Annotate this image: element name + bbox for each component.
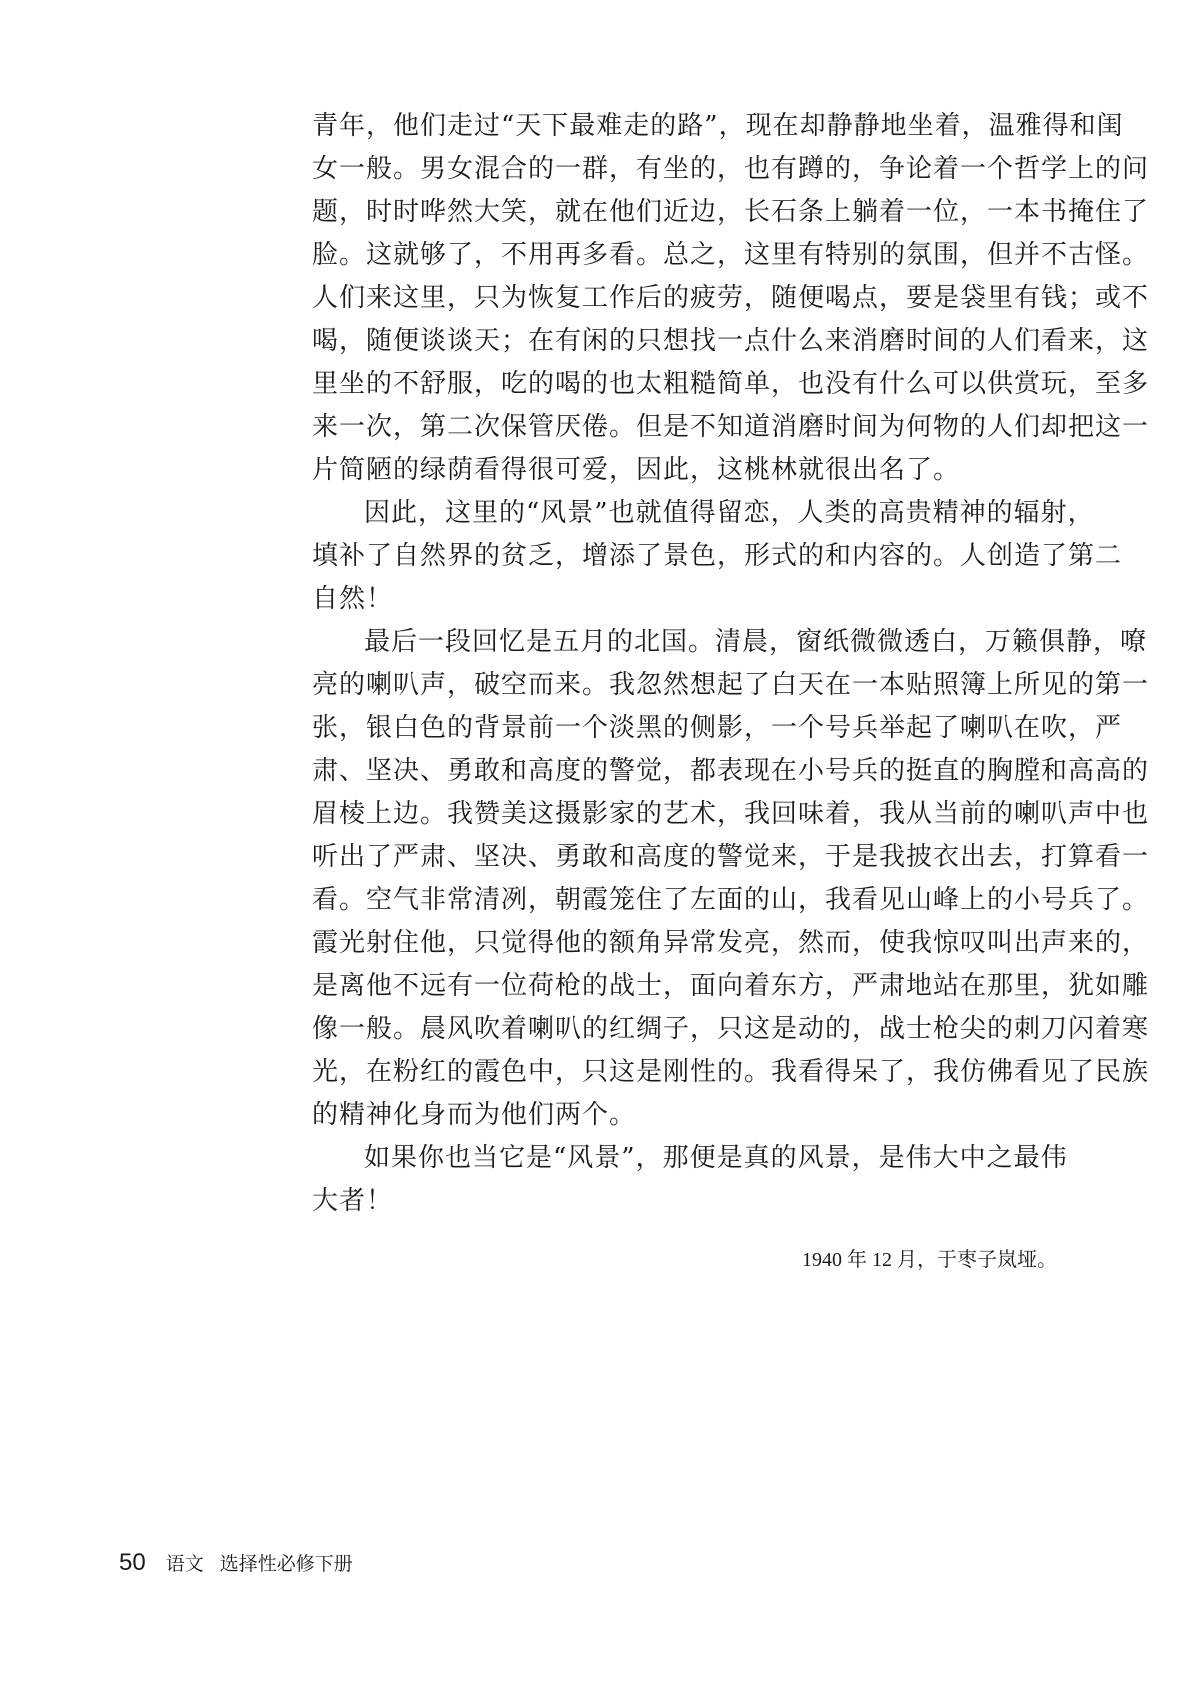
text-line: 女一般。男女混合的一群，有坐的，也有蹲的，争论着一个哲学上的问 bbox=[312, 154, 1150, 184]
page-footer bbox=[119, 1548, 353, 1579]
text-line: 青年，他们走过“天下最难走的路”，现在却静静地坐着，温雅得和闺 bbox=[312, 111, 1124, 141]
paragraph-2 bbox=[312, 492, 1123, 621]
text-line: 自然！ bbox=[312, 584, 394, 614]
text-line: 来一次，第二次保管厌倦。但是不知道消磨时间为何物的人们却把这一 bbox=[312, 412, 1150, 442]
page-number: 50 bbox=[119, 1549, 146, 1576]
text-line: 如果你也当它是“风景”，那便是真的风景，是伟大中之最伟 bbox=[364, 1143, 1068, 1173]
book-volume: 选择性必修下册 bbox=[219, 1553, 353, 1575]
text-line: 霞光射住他，只觉得他的额角异常发亮，然而，使我惊叹叫出声来的， bbox=[312, 928, 1150, 958]
text-line: 脸。这就够了，不用再多看。总之，这里有特别的氛围，但并不古怪。 bbox=[312, 240, 1150, 270]
body-text bbox=[312, 105, 1150, 1223]
text-line: 听出了严肃、坚决、勇敢和高度的警觉来，于是我披衣出去，打算看一 bbox=[312, 842, 1150, 872]
paragraph-1 bbox=[312, 105, 1150, 492]
text-line: 喝，随便谈谈天；在有闲的只想找一点什么来消磨时间的人们看来，这 bbox=[312, 326, 1150, 356]
text-line: 人们来这里，只为恢复工作后的疲劳，随便喝点，要是袋里有钱；或不 bbox=[312, 283, 1150, 313]
text-line: 大者！ bbox=[312, 1186, 394, 1216]
date-signature: 1940 年 12 月，于枣子岚垭。 bbox=[802, 1249, 1057, 1271]
text-line: 题，时时哗然大笑，就在他们近边，长石条上躺着一位，一本书掩住了 bbox=[312, 197, 1150, 227]
text-line: 亮的喇叭声，破空而来。我忽然想起了白天在一本贴照簿上所见的第一 bbox=[312, 670, 1150, 700]
paragraph-4 bbox=[312, 1137, 1068, 1223]
text-line: 最后一段回忆是五月的北国。清晨，窗纸微微透白，万籁俱静，嘹 bbox=[364, 627, 1148, 657]
text-line: 里坐的不舒服，吃的喝的也太粗糙简单，也没有什么可以供赏玩，至多 bbox=[312, 369, 1150, 399]
book-subject: 语文 bbox=[165, 1553, 204, 1575]
text-line: 因此，这里的“风景”也就值得留恋，人类的高贵精神的辐射， bbox=[364, 498, 1095, 528]
text-line: 张，银白色的背景前一个淡黑的侧影，一个号兵举起了喇叭在吹，严 bbox=[312, 713, 1123, 743]
text-line: 的精神化身而为他们两个。 bbox=[312, 1100, 637, 1130]
text-line: 看。空气非常清冽，朝霞笼住了左面的山，我看见山峰上的小号兵了。 bbox=[312, 885, 1150, 915]
text-line: 像一般。晨风吹着喇叭的红绸子，只这是动的，战士枪尖的刺刀闪着寒 bbox=[312, 1014, 1150, 1044]
text-line: 眉棱上边。我赞美这摄影家的艺术，我回味着，我从当前的喇叭声中也 bbox=[312, 799, 1150, 829]
text-line: 填补了自然界的贫乏，增添了景色，形式的和内容的。人创造了第二 bbox=[312, 541, 1123, 571]
text-line: 光，在粉红的霞色中，只这是刚性的。我看得呆了，我仿佛看见了民族 bbox=[312, 1057, 1150, 1087]
text-line: 肃、坚决、勇敢和高度的警觉，都表现在小号兵的挺直的胸膛和高高的 bbox=[312, 756, 1150, 786]
text-line: 是离他不远有一位荷枪的战士，面向着东方，严肃地站在那里，犹如雕 bbox=[312, 971, 1150, 1001]
paragraph-3 bbox=[312, 621, 1150, 1137]
text-line: 片简陋的绿荫看得很可爱，因此，这桃林就很出名了。 bbox=[312, 455, 961, 485]
